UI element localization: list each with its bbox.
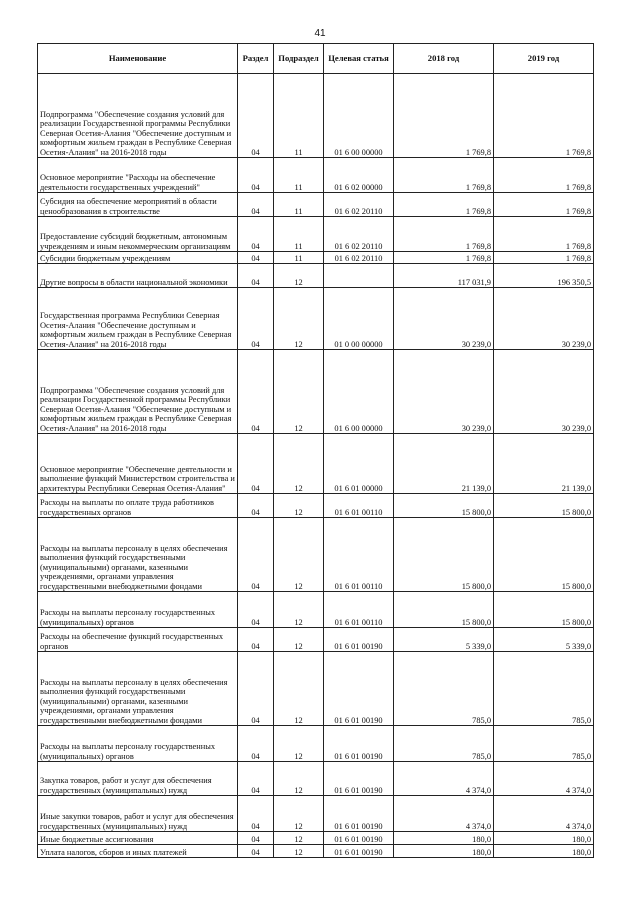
row-subsection: 12	[274, 796, 324, 832]
row-value-2019: 1 769,8	[494, 193, 594, 217]
table-row	[38, 796, 594, 832]
column-header-section: Раздел	[238, 44, 274, 74]
table-row	[38, 592, 594, 628]
row-value-2018: 1 769,8	[394, 252, 494, 264]
row-value-2019: 1 769,8	[494, 74, 594, 158]
row-section: 04	[238, 74, 274, 158]
row-section: 04	[238, 845, 274, 858]
row-value-2019: 1 769,8	[494, 158, 594, 193]
row-target: 01 6 02 20110	[324, 217, 394, 252]
row-value-2018: 30 239,0	[394, 350, 494, 434]
row-value-2019: 4 374,0	[494, 796, 594, 832]
row-value-2019: 785,0	[494, 726, 594, 762]
row-section: 04	[238, 217, 274, 252]
row-section: 04	[238, 762, 274, 796]
row-value-2019: 1 769,8	[494, 217, 594, 252]
row-subsection: 12	[274, 628, 324, 652]
row-subsection: 11	[274, 252, 324, 264]
row-value-2019: 785,0	[494, 652, 594, 726]
row-name: Государственная программа Республики Северная Осетия-Алания "Обеспечение доступным и комфортным жильем граждан в Республике Северная Осетия-Алания" на 2016-2018 годы	[38, 288, 238, 350]
table-row	[38, 252, 594, 264]
row-subsection: 11	[274, 74, 324, 158]
row-section: 04	[238, 494, 274, 518]
row-value-2019: 4 374,0	[494, 762, 594, 796]
row-name: Основное мероприятие "Расходы на обеспечение деятельности государственных учреждений"	[38, 158, 238, 193]
row-name: Уплата налогов, сборов и иных платежей	[38, 845, 238, 858]
row-value-2018: 180,0	[394, 832, 494, 845]
row-value-2019: 21 139,0	[494, 434, 594, 494]
row-section: 04	[238, 193, 274, 217]
row-section: 04	[238, 592, 274, 628]
table-row	[38, 652, 594, 726]
row-name: Расходы на выплаты персоналу государственных (муниципальных) органов	[38, 592, 238, 628]
page-number: 41	[314, 28, 326, 39]
row-subsection: 11	[274, 193, 324, 217]
row-section: 04	[238, 158, 274, 193]
row-value-2019: 1 769,8	[494, 252, 594, 264]
row-target	[324, 264, 394, 288]
row-subsection: 11	[274, 217, 324, 252]
table-header	[38, 44, 594, 74]
table-row	[38, 832, 594, 845]
row-value-2019: 15 800,0	[494, 518, 594, 592]
row-name: Закупка товаров, работ и услуг для обеспечения государственных (муниципальных) нужд	[38, 762, 238, 796]
table-row	[38, 628, 594, 652]
row-target: 01 6 01 00110	[324, 518, 394, 592]
row-name: Расходы на выплаты по оплате труда работников государственных органов	[38, 494, 238, 518]
row-section: 04	[238, 832, 274, 845]
row-name: Иные бюджетные ассигнования	[38, 832, 238, 845]
row-value-2018: 15 800,0	[394, 494, 494, 518]
table-body	[38, 74, 594, 858]
row-subsection: 12	[274, 762, 324, 796]
row-name: Предоставление субсидий бюджетным, автономным учреждениям и иным некоммерческим организациям	[38, 217, 238, 252]
row-name: Субсидия на обеспечение мероприятий в области ценообразования в строительстве	[38, 193, 238, 217]
table-row	[38, 217, 594, 252]
row-subsection: 12	[274, 592, 324, 628]
row-value-2018: 117 031,9	[394, 264, 494, 288]
row-section: 04	[238, 252, 274, 264]
row-subsection: 12	[274, 434, 324, 494]
row-target: 01 6 01 00190	[324, 762, 394, 796]
row-name: Расходы на выплаты персоналу в целях обеспечения выполнения функций государственными (муниципальными) органами, казенными учреждениями, органами управления государственными внебюджетными фондами	[38, 518, 238, 592]
row-value-2018: 1 769,8	[394, 193, 494, 217]
row-subsection: 11	[274, 158, 324, 193]
row-value-2019: 5 339,0	[494, 628, 594, 652]
row-value-2018: 15 800,0	[394, 518, 494, 592]
row-section: 04	[238, 288, 274, 350]
row-name: Расходы на выплаты персоналу государственных (муниципальных) органов	[38, 726, 238, 762]
row-target: 01 6 01 00190	[324, 832, 394, 845]
row-name: Субсидии бюджетным учреждениям	[38, 252, 238, 264]
row-section: 04	[238, 264, 274, 288]
row-subsection: 12	[274, 264, 324, 288]
row-value-2018: 785,0	[394, 726, 494, 762]
row-section: 04	[238, 652, 274, 726]
table-row	[38, 726, 594, 762]
row-section: 04	[238, 434, 274, 494]
row-name: Другие вопросы в области национальной экономики	[38, 264, 238, 288]
row-subsection: 12	[274, 845, 324, 858]
table-row	[38, 350, 594, 434]
row-name: Расходы на обеспечение функций государственных органов	[38, 628, 238, 652]
table-row	[38, 845, 594, 858]
row-target: 01 0 00 00000	[324, 288, 394, 350]
row-target: 01 6 00 00000	[324, 350, 394, 434]
row-value-2018: 785,0	[394, 652, 494, 726]
row-value-2019: 15 800,0	[494, 592, 594, 628]
row-target: 01 6 02 20110	[324, 252, 394, 264]
row-value-2018: 180,0	[394, 845, 494, 858]
table-row	[38, 74, 594, 158]
row-subsection: 12	[274, 726, 324, 762]
row-target: 01 6 01 00190	[324, 796, 394, 832]
row-target: 01 6 01 00190	[324, 628, 394, 652]
table-row	[38, 434, 594, 494]
row-value-2018: 30 239,0	[394, 288, 494, 350]
row-target: 01 6 01 00110	[324, 592, 394, 628]
row-subsection: 12	[274, 494, 324, 518]
row-value-2019: 196 350,5	[494, 264, 594, 288]
row-name: Подпрограмма "Обеспечение создания условий для реализации Государственной программы Республики Северная Осетия-Алания "Обеспечение доступным и комфортным жильем граждан в Республике Северная Осетия-Алания" на 2016-2018 годы	[38, 350, 238, 434]
column-header-target: Целевая статья	[324, 44, 394, 74]
column-header-subsection: Подраздел	[274, 44, 324, 74]
row-target: 01 6 01 00190	[324, 845, 394, 858]
row-name: Расходы на выплаты персоналу в целях обеспечения выполнения функций государственными (муниципальными) органами, казенными учреждениями, органами управления государственными внебюджетными фондами	[38, 652, 238, 726]
row-value-2018: 1 769,8	[394, 74, 494, 158]
row-section: 04	[238, 796, 274, 832]
row-value-2019: 180,0	[494, 832, 594, 845]
row-subsection: 12	[274, 832, 324, 845]
row-value-2018: 1 769,8	[394, 158, 494, 193]
row-value-2018: 5 339,0	[394, 628, 494, 652]
row-target: 01 6 01 00190	[324, 652, 394, 726]
row-value-2018: 1 769,8	[394, 217, 494, 252]
row-value-2018: 15 800,0	[394, 592, 494, 628]
column-header-name: Наименование	[38, 44, 238, 74]
row-name: Подпрограмма "Обеспечение создания условий для реализации Государственной программы Республики Северная Осетия-Алания "Обеспечение доступным и комфортным жильем граждан в Республике Северная Осетия-Алания" на 2016-2018 годы	[38, 74, 238, 158]
row-subsection: 12	[274, 652, 324, 726]
row-name: Иные закупки товаров, работ и услуг для обеспечения государственных (муниципальных) нужд	[38, 796, 238, 832]
row-target: 01 6 00 00000	[324, 74, 394, 158]
row-section: 04	[238, 628, 274, 652]
table-row	[38, 494, 594, 518]
row-target: 01 6 02 20110	[324, 193, 394, 217]
column-header-2019: 2019 год	[494, 44, 594, 74]
budget-table	[37, 43, 594, 858]
row-value-2018: 21 139,0	[394, 434, 494, 494]
table-row	[38, 762, 594, 796]
row-subsection: 12	[274, 518, 324, 592]
table-row	[38, 288, 594, 350]
table-row	[38, 193, 594, 217]
row-target: 01 6 02 00000	[324, 158, 394, 193]
row-subsection: 12	[274, 288, 324, 350]
row-subsection: 12	[274, 350, 324, 434]
row-value-2019: 15 800,0	[494, 494, 594, 518]
row-value-2018: 4 374,0	[394, 796, 494, 832]
row-value-2019: 30 239,0	[494, 288, 594, 350]
row-section: 04	[238, 518, 274, 592]
column-header-2018: 2018 год	[394, 44, 494, 74]
row-target: 01 6 01 00000	[324, 434, 394, 494]
row-name: Основное мероприятие "Обеспечение деятельности и выполнение функций Министерством строительства и архитектуры Республики Северная Осетия-Алания"	[38, 434, 238, 494]
table-row	[38, 518, 594, 592]
row-value-2019: 180,0	[494, 845, 594, 858]
row-target: 01 6 01 00110	[324, 494, 394, 518]
row-value-2018: 4 374,0	[394, 762, 494, 796]
row-value-2019: 30 239,0	[494, 350, 594, 434]
table-row	[38, 158, 594, 193]
table-row	[38, 264, 594, 288]
row-target: 01 6 01 00190	[324, 726, 394, 762]
row-section: 04	[238, 726, 274, 762]
row-section: 04	[238, 350, 274, 434]
